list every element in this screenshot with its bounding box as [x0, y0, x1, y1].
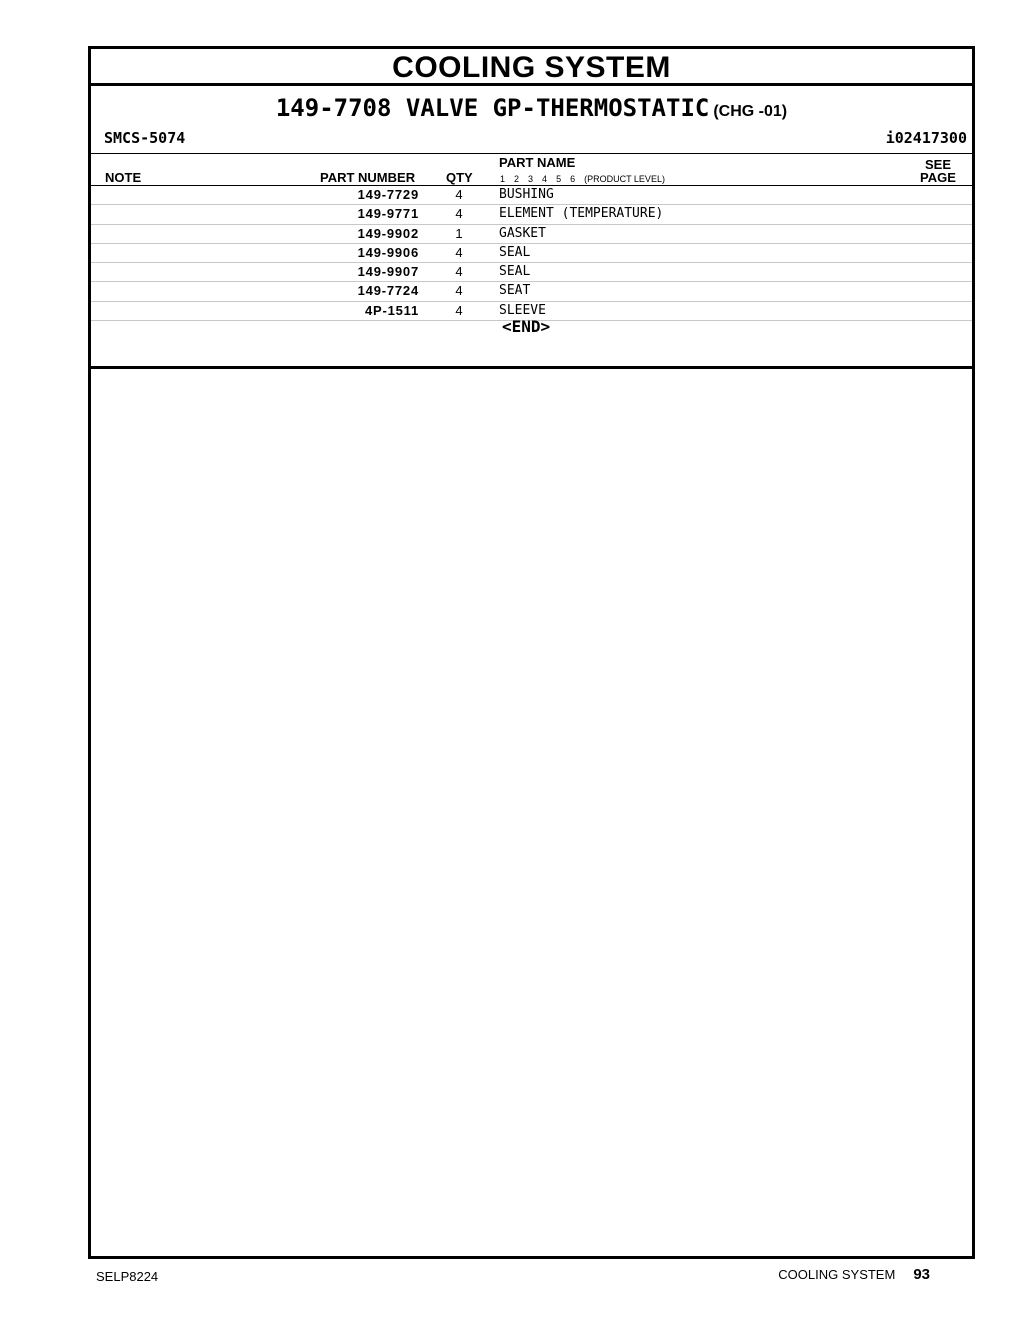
part-name: ELEMENT (TEMPERATURE): [499, 206, 664, 222]
part-name: GASKET: [499, 225, 546, 241]
footer-publication: SELP8224: [96, 1269, 159, 1284]
part-number: 149-9771: [357, 206, 419, 222]
part-number: 149-7729: [357, 187, 419, 202]
part-name: BUSHING: [499, 187, 554, 202]
table-row: [91, 205, 972, 224]
col-header-page: PAGE: [920, 170, 956, 185]
col-header-note: NOTE: [105, 170, 142, 185]
quantity: 4: [455, 264, 463, 280]
quantity: 4: [455, 244, 463, 260]
quantity: 4: [455, 187, 463, 202]
smcs-code: SMCS-5074: [104, 129, 186, 147]
end-marker: <END>: [502, 317, 551, 336]
part-number: 4P-1511: [364, 302, 419, 318]
product-level-4: 4: [542, 174, 548, 184]
header-divider: [91, 153, 972, 154]
col-header-qty: QTY: [446, 170, 473, 185]
quantity: 4: [455, 206, 463, 222]
change-level: (CHG -01): [713, 103, 788, 120]
col-header-see: SEE: [925, 157, 952, 172]
table-row: [91, 263, 972, 282]
table-row: [91, 225, 972, 244]
part-number: 149-9906: [357, 244, 419, 260]
page-number: 93: [913, 1266, 930, 1283]
footer-right: [778, 1266, 930, 1283]
col-header-part-number: PART NUMBER: [320, 170, 416, 185]
part-name: SEAL: [499, 264, 531, 280]
table-row: [91, 244, 972, 263]
part-name: SEAT: [499, 283, 531, 299]
part-name: SLEEVE: [499, 302, 546, 318]
part-number: 149-7724: [357, 283, 419, 299]
group-number-title: 149-7708 VALVE GP-THERMOSTATIC: [275, 94, 710, 122]
parts-list: [91, 186, 972, 321]
section-divider: [91, 366, 972, 369]
part-name: SEAL: [499, 244, 531, 260]
product-level-5: 5: [556, 174, 562, 184]
group-title: [91, 94, 972, 122]
part-number: 149-9902: [357, 225, 419, 241]
section-title: COOLING SYSTEM: [91, 49, 972, 86]
product-level-6: 6: [570, 174, 576, 184]
product-level-label: (PRODUCT LEVEL): [584, 174, 665, 184]
quantity: 1: [455, 225, 463, 241]
footer-section: COOLING SYSTEM: [778, 1267, 896, 1282]
quantity: 4: [455, 302, 463, 318]
illustration-id: i02417300: [885, 129, 967, 147]
table-row: [91, 186, 972, 205]
product-levels: [500, 174, 674, 184]
product-level-3: 3: [528, 174, 534, 184]
quantity: 4: [455, 283, 463, 299]
parts-page-frame: [88, 46, 975, 1259]
product-level-2: 2: [514, 174, 520, 184]
part-number: 149-9907: [357, 264, 419, 280]
table-row: [91, 282, 972, 301]
col-header-part-name: PART NAME: [499, 155, 576, 170]
product-level-1: 1: [500, 174, 506, 184]
